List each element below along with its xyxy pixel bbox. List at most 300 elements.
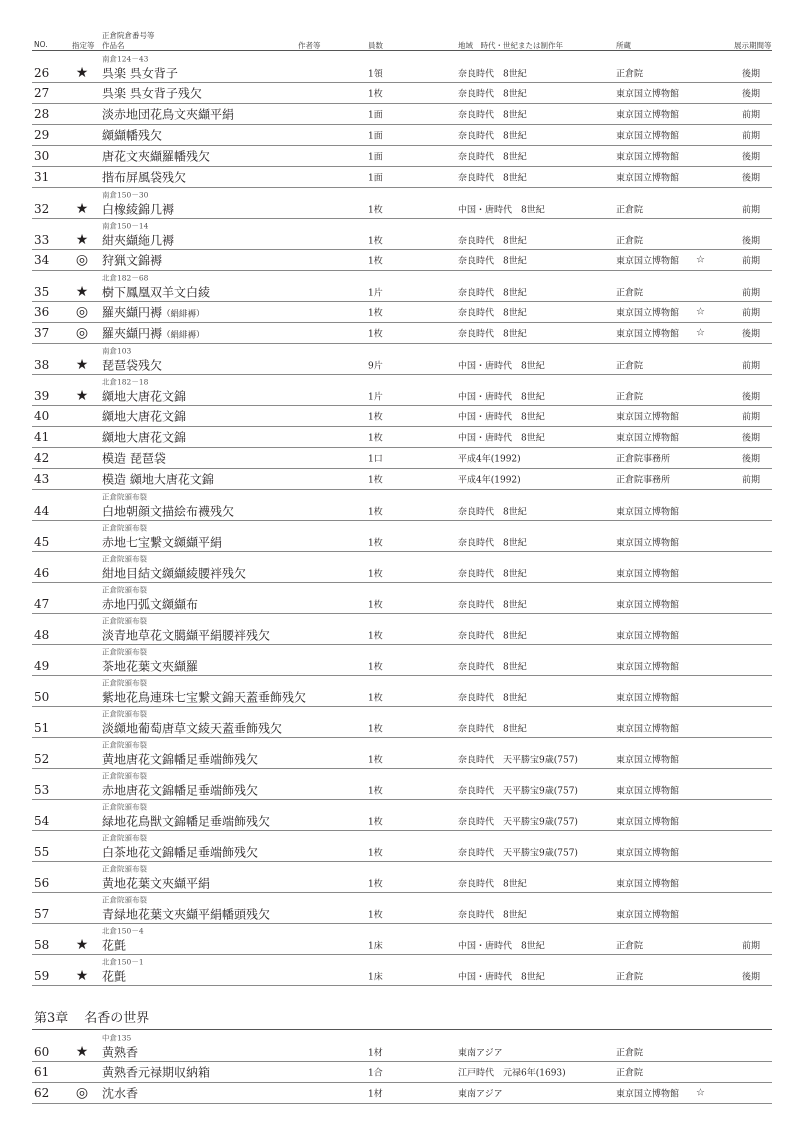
item-era: 奈良時代 天平勝宝9歳(757) (458, 786, 578, 797)
item-title (102, 148, 210, 165)
item-title-text: 沈水香 (102, 1086, 139, 1101)
item-number: 35 (34, 285, 50, 299)
table-row (32, 954, 772, 986)
item-owner: 東京国立博物館 (616, 817, 680, 828)
shosoin-number: 正倉院頒布裂 (102, 523, 147, 533)
item-title (102, 388, 186, 405)
header-quantity: 員数 (368, 41, 383, 50)
item-quantity: 1床 (368, 972, 383, 983)
item-title-text: 羅夾纈円褥 (102, 326, 163, 341)
item-number: 58 (34, 938, 50, 952)
table-row (32, 249, 772, 271)
national-treasure-star-icon: ★ (75, 1044, 89, 1060)
shosoin-number: 南倉103 (102, 346, 132, 356)
header-title: 作品名 (102, 41, 125, 50)
item-title (102, 813, 270, 830)
item-title (102, 201, 174, 218)
item-era: 中国・唐時代 8世紀 (458, 412, 545, 423)
item-quantity: 1枚 (368, 693, 383, 704)
item-number: 40 (34, 409, 50, 423)
item-era: 奈良時代 8世紀 (458, 69, 527, 80)
item-title-text: 赤地円弧文纐纈布 (102, 597, 199, 612)
exhibition-period: 前期 (742, 361, 761, 372)
item-title-text: 淡纐地葡萄唐草文綾天蓋垂飾残欠 (102, 721, 283, 736)
item-title-note: （絹緋褥） (162, 309, 205, 320)
item-quantity: 1面 (368, 152, 383, 163)
table-row (32, 582, 772, 614)
item-number: 28 (34, 107, 50, 121)
item-title (102, 875, 210, 892)
item-owner: 正倉院 (616, 236, 644, 247)
table-row (32, 51, 772, 83)
item-number: 57 (34, 907, 50, 921)
item-quantity: 1枚 (368, 256, 383, 267)
item-quantity: 9片 (368, 361, 383, 372)
item-quantity: 1枚 (368, 662, 383, 673)
table-row (32, 737, 772, 769)
item-number: 39 (34, 389, 50, 403)
table-row (32, 218, 772, 250)
item-quantity: 1枚 (368, 786, 383, 797)
item-owner: 正倉院事務所 (616, 454, 671, 465)
national-treasure-star-icon: ★ (75, 65, 89, 81)
table-row (32, 644, 772, 676)
item-number: 26 (34, 66, 50, 80)
exhibition-period: 前期 (742, 110, 761, 121)
item-era: 東南アジア (458, 1089, 503, 1100)
item-era: 奈良時代 8世紀 (458, 507, 527, 518)
item-number: 52 (34, 752, 50, 766)
table-row (32, 861, 772, 893)
exhibition-period: 前期 (742, 205, 761, 216)
item-title (102, 1044, 138, 1061)
table-row (32, 405, 772, 427)
important-property-circle-icon: ◎ (75, 304, 89, 320)
item-title-text: 羅夾纈円褥 (102, 305, 163, 320)
item-quantity: 1面 (368, 131, 383, 142)
header-region: 地域 時代・世紀または制作年 (458, 41, 563, 50)
item-title (102, 782, 258, 799)
item-owner: 東京国立博物館 (616, 848, 680, 859)
item-era: 中国・唐時代 8世紀 (458, 361, 545, 372)
table-row (32, 447, 772, 469)
table-row (32, 768, 772, 800)
item-owner: 東京国立博物館 (616, 131, 680, 142)
item-era: 奈良時代 8世紀 (458, 569, 527, 580)
item-era: 奈良時代 8世紀 (458, 910, 527, 921)
shosoin-number: 正倉院頒布裂 (102, 492, 147, 502)
item-number: 36 (34, 305, 50, 319)
item-owner: 正倉院 (616, 392, 644, 403)
table-row (32, 301, 772, 323)
shosoin-number: 正倉院頒布裂 (102, 740, 147, 750)
item-owner: 正倉院 (616, 69, 644, 80)
item-quantity: 1面 (368, 173, 383, 184)
chapter-heading (34, 1007, 165, 1026)
item-title (102, 127, 162, 144)
item-number: 49 (34, 659, 50, 673)
item-owner: 東京国立博物館 (616, 110, 680, 121)
table-row (32, 426, 772, 448)
table-row (32, 103, 772, 125)
item-title (102, 906, 270, 923)
item-title (102, 304, 205, 321)
item-number: 29 (34, 128, 50, 142)
item-owner: 正倉院 (616, 941, 644, 952)
item-title (102, 1064, 210, 1081)
item-number: 59 (34, 969, 50, 983)
item-title (102, 534, 222, 551)
exhibition-period: 後期 (742, 69, 761, 80)
exhibition-period: 後期 (742, 972, 761, 983)
item-title-text: 黄地唐花文錦幡足垂端飾残欠 (102, 752, 259, 767)
table-row (32, 1082, 772, 1104)
national-treasure-star-icon: ★ (75, 968, 89, 984)
item-owner: 東京国立博物館 (616, 662, 680, 673)
item-era: 奈良時代 8世紀 (458, 236, 527, 247)
item-era: 奈良時代 8世紀 (458, 131, 527, 142)
item-number: 53 (34, 783, 50, 797)
shosoin-number: 南倉124－43 (102, 54, 149, 64)
item-number: 31 (34, 170, 50, 184)
national-treasure-star-icon: ★ (75, 201, 89, 217)
item-title-text: 花氈 (102, 969, 127, 984)
item-number: 27 (34, 86, 50, 100)
national-treasure-star-icon: ★ (75, 284, 89, 300)
item-era: 東南アジア (458, 1048, 503, 1059)
shosoin-number: 正倉院頒布裂 (102, 864, 147, 874)
header-designation: 指定等 (72, 41, 95, 50)
item-owner: 東京国立博物館 (616, 173, 680, 184)
item-era: 奈良時代 8世紀 (458, 256, 527, 267)
item-number: 61 (34, 1065, 50, 1079)
item-number: 43 (34, 472, 50, 486)
item-title-text: 淡赤地団花鳥文夾纈平絹 (102, 107, 235, 122)
item-number: 51 (34, 721, 50, 735)
item-owner: 東京国立博物館 (616, 256, 680, 267)
item-title-text: 青緑地花葉文夾纈平絹幡頭残欠 (102, 907, 271, 922)
item-title-text: 模造 纐地大唐花文錦 (102, 472, 214, 487)
item-owner: 東京国立博物館 (616, 693, 680, 704)
item-owner: 東京国立博物館 (616, 879, 680, 890)
item-title (102, 751, 258, 768)
item-era: 中国・唐時代 8世紀 (458, 205, 545, 216)
item-quantity: 1枚 (368, 910, 383, 921)
item-number: 55 (34, 845, 50, 859)
item-quantity: 1合 (368, 1068, 383, 1079)
item-owner: 正倉院 (616, 1048, 644, 1059)
item-title (102, 968, 126, 985)
item-quantity: 1枚 (368, 879, 383, 890)
item-owner: 正倉院事務所 (616, 475, 671, 486)
item-title-text: 黄地花葉文夾纈平絹 (102, 876, 211, 891)
table-row (32, 374, 772, 406)
exhibition-period: 後期 (742, 454, 761, 465)
exhibition-period: 後期 (742, 152, 761, 163)
shosoin-number: 北倉182－18 (102, 377, 149, 387)
item-quantity: 1枚 (368, 205, 383, 216)
item-title-text: 茶地花葉文夾纈羅 (102, 659, 199, 674)
table-row (32, 489, 772, 521)
national-treasure-star-icon: ★ (75, 937, 89, 953)
item-owner: 東京国立博物館 (616, 538, 680, 549)
item-title-text: 唐花文夾纈羅幡残欠 (102, 149, 211, 164)
item-number: 32 (34, 202, 50, 216)
exhibition-period: 前期 (742, 475, 761, 486)
item-title-note: （絹緋褥） (162, 330, 205, 341)
item-owner: 東京国立博物館 (616, 308, 680, 319)
header-artist: 作者等 (298, 41, 321, 50)
item-era: 奈良時代 8世紀 (458, 89, 527, 100)
item-title (102, 408, 186, 425)
item-era: 中国・唐時代 8世紀 (458, 392, 545, 403)
exhibition-period: 前期 (742, 412, 761, 423)
exhibition-period: 後期 (742, 392, 761, 403)
item-title (102, 565, 246, 582)
item-era: 奈良時代 8世紀 (458, 693, 527, 704)
item-number: 30 (34, 149, 50, 163)
item-number: 44 (34, 504, 50, 518)
item-quantity: 1口 (368, 454, 383, 465)
shosoin-number: 南倉150－30 (102, 190, 149, 200)
item-owner: 正倉院 (616, 288, 644, 299)
item-title (102, 627, 270, 644)
chapter-title: 名香の世界 (84, 1011, 150, 1026)
item-number: 37 (34, 326, 50, 340)
item-title (102, 450, 166, 467)
important-property-circle-icon: ◎ (75, 1085, 89, 1101)
national-treasure-star-icon: ★ (75, 388, 89, 404)
item-title-text: 纐地大唐花文錦 (102, 430, 187, 445)
item-title (102, 106, 234, 123)
item-title (102, 503, 234, 520)
item-number: 33 (34, 233, 50, 247)
item-title-text: 呉楽 呉女背子残欠 (102, 86, 202, 101)
item-quantity: 1枚 (368, 507, 383, 518)
item-title (102, 844, 258, 861)
item-number: 54 (34, 814, 50, 828)
shosoin-number: 正倉院頒布裂 (102, 678, 147, 688)
item-quantity: 1枚 (368, 89, 383, 100)
exhibition-period: 前期 (742, 131, 761, 142)
item-number: 47 (34, 597, 50, 611)
item-title (102, 65, 178, 82)
table-row (32, 923, 772, 955)
item-title (102, 284, 210, 301)
exhibition-period: 前期 (742, 941, 761, 952)
shosoin-number: 北倉150－4 (102, 926, 144, 936)
item-quantity: 1枚 (368, 329, 383, 340)
item-era: 奈良時代 8世紀 (458, 662, 527, 673)
item-era: 奈良時代 8世紀 (458, 631, 527, 642)
item-title-text: 琵琶袋残欠 (102, 358, 163, 373)
item-title-text: 模造 琵琶袋 (102, 451, 166, 466)
table-row (32, 166, 772, 188)
item-quantity: 1枚 (368, 724, 383, 735)
table-row (32, 551, 772, 583)
item-owner: 東京国立博物館 (616, 412, 680, 423)
item-quantity: 1枚 (368, 600, 383, 611)
item-title-text: 紫地花鳥連珠七宝繋文錦天蓋垂飾残欠 (102, 690, 307, 705)
shosoin-number: 北倉150－1 (102, 957, 144, 967)
shosoin-number: 正倉院頒布裂 (102, 616, 147, 626)
item-title (102, 720, 282, 737)
item-era: 奈良時代 天平勝宝9歳(757) (458, 755, 578, 766)
important-property-circle-icon: ◎ (75, 252, 89, 268)
item-title-text: 赤地七宝繋文纐纈平絹 (102, 535, 223, 550)
item-title-text: 白茶地花文錦幡足垂端飾残欠 (102, 845, 259, 860)
item-owner: 東京国立博物館 (616, 631, 680, 642)
table-row (32, 1030, 772, 1062)
table-row (32, 187, 772, 219)
item-owner: 東京国立博物館 (616, 329, 680, 340)
hollow-star-icon: ☆ (696, 306, 705, 318)
item-owner: 東京国立博物館 (616, 433, 680, 444)
item-title (102, 169, 186, 186)
item-era: 奈良時代 8世紀 (458, 724, 527, 735)
item-title-text: 紺夾纈絁几褥 (102, 233, 175, 248)
item-quantity: 1枚 (368, 412, 383, 423)
item-title (102, 252, 162, 269)
table-row (32, 830, 772, 862)
shosoin-number: 正倉院頒布裂 (102, 647, 147, 657)
item-title-text: 狩猟文錦褥 (102, 253, 163, 268)
item-owner: 正倉院 (616, 972, 644, 983)
item-title-text: 樹下鳳凰双羊文白綾 (102, 285, 211, 300)
table-row (32, 520, 772, 552)
shosoin-number: 北倉182－68 (102, 273, 149, 283)
item-quantity: 1片 (368, 288, 383, 299)
item-era: 奈良時代 8世紀 (458, 173, 527, 184)
item-owner: 正倉院 (616, 361, 644, 372)
item-quantity: 1枚 (368, 848, 383, 859)
item-era: 中国・唐時代 8世紀 (458, 433, 545, 444)
item-quantity: 1枚 (368, 631, 383, 642)
national-treasure-star-icon: ★ (75, 232, 89, 248)
exhibition-period: 後期 (742, 173, 761, 184)
item-era: 江戸時代 元禄6年(1693) (458, 1068, 566, 1079)
item-quantity: 1枚 (368, 433, 383, 444)
item-number: 60 (34, 1045, 50, 1059)
item-title-text: 赤地唐花文錦幡足垂端飾残欠 (102, 783, 259, 798)
item-number: 38 (34, 358, 50, 372)
item-title-text: 淡青地草花文臈纈平絹腰袢残欠 (102, 628, 271, 643)
item-era: 奈良時代 天平勝宝9歳(757) (458, 817, 578, 828)
item-era: 奈良時代 8世紀 (458, 600, 527, 611)
item-quantity: 1枚 (368, 236, 383, 247)
item-owner: 東京国立博物館 (616, 1089, 680, 1100)
item-title (102, 85, 202, 102)
item-era: 奈良時代 8世紀 (458, 538, 527, 549)
shosoin-number: 正倉院頒布裂 (102, 802, 147, 812)
item-quantity: 1片 (368, 392, 383, 403)
table-row (32, 613, 772, 645)
item-owner: 正倉院 (616, 1068, 644, 1079)
table-row (32, 270, 772, 302)
item-era: 奈良時代 8世紀 (458, 110, 527, 121)
item-title-text: 黄熟香 (102, 1045, 139, 1060)
item-quantity: 1枚 (368, 817, 383, 828)
item-owner: 東京国立博物館 (616, 755, 680, 766)
item-title-text: 黄熟香元禄期収納箱 (102, 1065, 211, 1080)
table-row (32, 1061, 772, 1083)
item-owner: 東京国立博物館 (616, 152, 680, 163)
item-title (102, 937, 126, 954)
national-treasure-star-icon: ★ (75, 357, 89, 373)
item-owner: 東京国立博物館 (616, 786, 680, 797)
exhibition-period: 前期 (742, 288, 761, 299)
header-shosoin-no: 正倉院倉番号等 (102, 31, 155, 40)
item-owner: 東京国立博物館 (616, 910, 680, 921)
shosoin-number: 正倉院頒布裂 (102, 585, 147, 595)
item-era: 平成4年(1992) (458, 454, 521, 465)
item-quantity: 1枚 (368, 755, 383, 766)
table-row (32, 82, 772, 104)
table-row (32, 892, 772, 924)
item-quantity: 1材 (368, 1048, 383, 1059)
table-row (32, 145, 772, 167)
item-title-text: 花氈 (102, 938, 127, 953)
shosoin-number: 中倉135 (102, 1033, 132, 1043)
item-number: 46 (34, 566, 50, 580)
shosoin-number: 正倉院頒布裂 (102, 709, 147, 719)
table-header (0, 0, 800, 52)
item-owner: 東京国立博物館 (616, 507, 680, 518)
shosoin-number: 正倉院頒布裂 (102, 895, 147, 905)
important-property-circle-icon: ◎ (75, 325, 89, 341)
exhibition-period: 前期 (742, 256, 761, 267)
item-title (102, 429, 186, 446)
shosoin-number: 正倉院頒布裂 (102, 833, 147, 843)
item-number: 50 (34, 690, 50, 704)
item-era: 中国・唐時代 8世紀 (458, 941, 545, 952)
item-era: 奈良時代 天平勝宝9歳(757) (458, 848, 578, 859)
item-quantity: 1床 (368, 941, 383, 952)
shosoin-number: 南倉150－14 (102, 221, 149, 231)
item-title-text: 緑地花鳥獣文錦幡足垂端飾残欠 (102, 814, 271, 829)
item-title (102, 1085, 138, 1102)
item-title (102, 596, 198, 613)
header-owner: 所蔵 (616, 41, 631, 50)
exhibition-period: 前期 (742, 308, 761, 319)
item-title (102, 325, 205, 342)
table-row (32, 322, 772, 344)
item-era: 平成4年(1992) (458, 475, 521, 486)
item-title (102, 689, 306, 706)
chapter-number: 第3章 (34, 1011, 69, 1026)
item-title-text: 纐地大唐花文錦 (102, 389, 187, 404)
header-period: 展示期間等 (734, 41, 772, 50)
item-title (102, 357, 162, 374)
item-title-text: 白地朝顔文描絵布襪残欠 (102, 504, 235, 519)
item-title (102, 471, 214, 488)
table-row (32, 675, 772, 707)
hollow-star-icon: ☆ (696, 1087, 705, 1099)
item-owner: 東京国立博物館 (616, 724, 680, 735)
shosoin-number: 正倉院頒布裂 (102, 771, 147, 781)
item-era: 奈良時代 8世紀 (458, 308, 527, 319)
hollow-star-icon: ☆ (696, 254, 705, 266)
item-title-text: 纐地大唐花文錦 (102, 409, 187, 424)
shosoin-number: 正倉院頒布裂 (102, 554, 147, 564)
item-owner: 東京国立博物館 (616, 569, 680, 580)
exhibition-period: 後期 (742, 236, 761, 247)
item-era: 中国・唐時代 8世紀 (458, 972, 545, 983)
item-number: 48 (34, 628, 50, 642)
item-era: 奈良時代 8世紀 (458, 329, 527, 340)
item-title-text: 揩布屏風袋残欠 (102, 170, 187, 185)
hollow-star-icon: ☆ (696, 327, 705, 339)
